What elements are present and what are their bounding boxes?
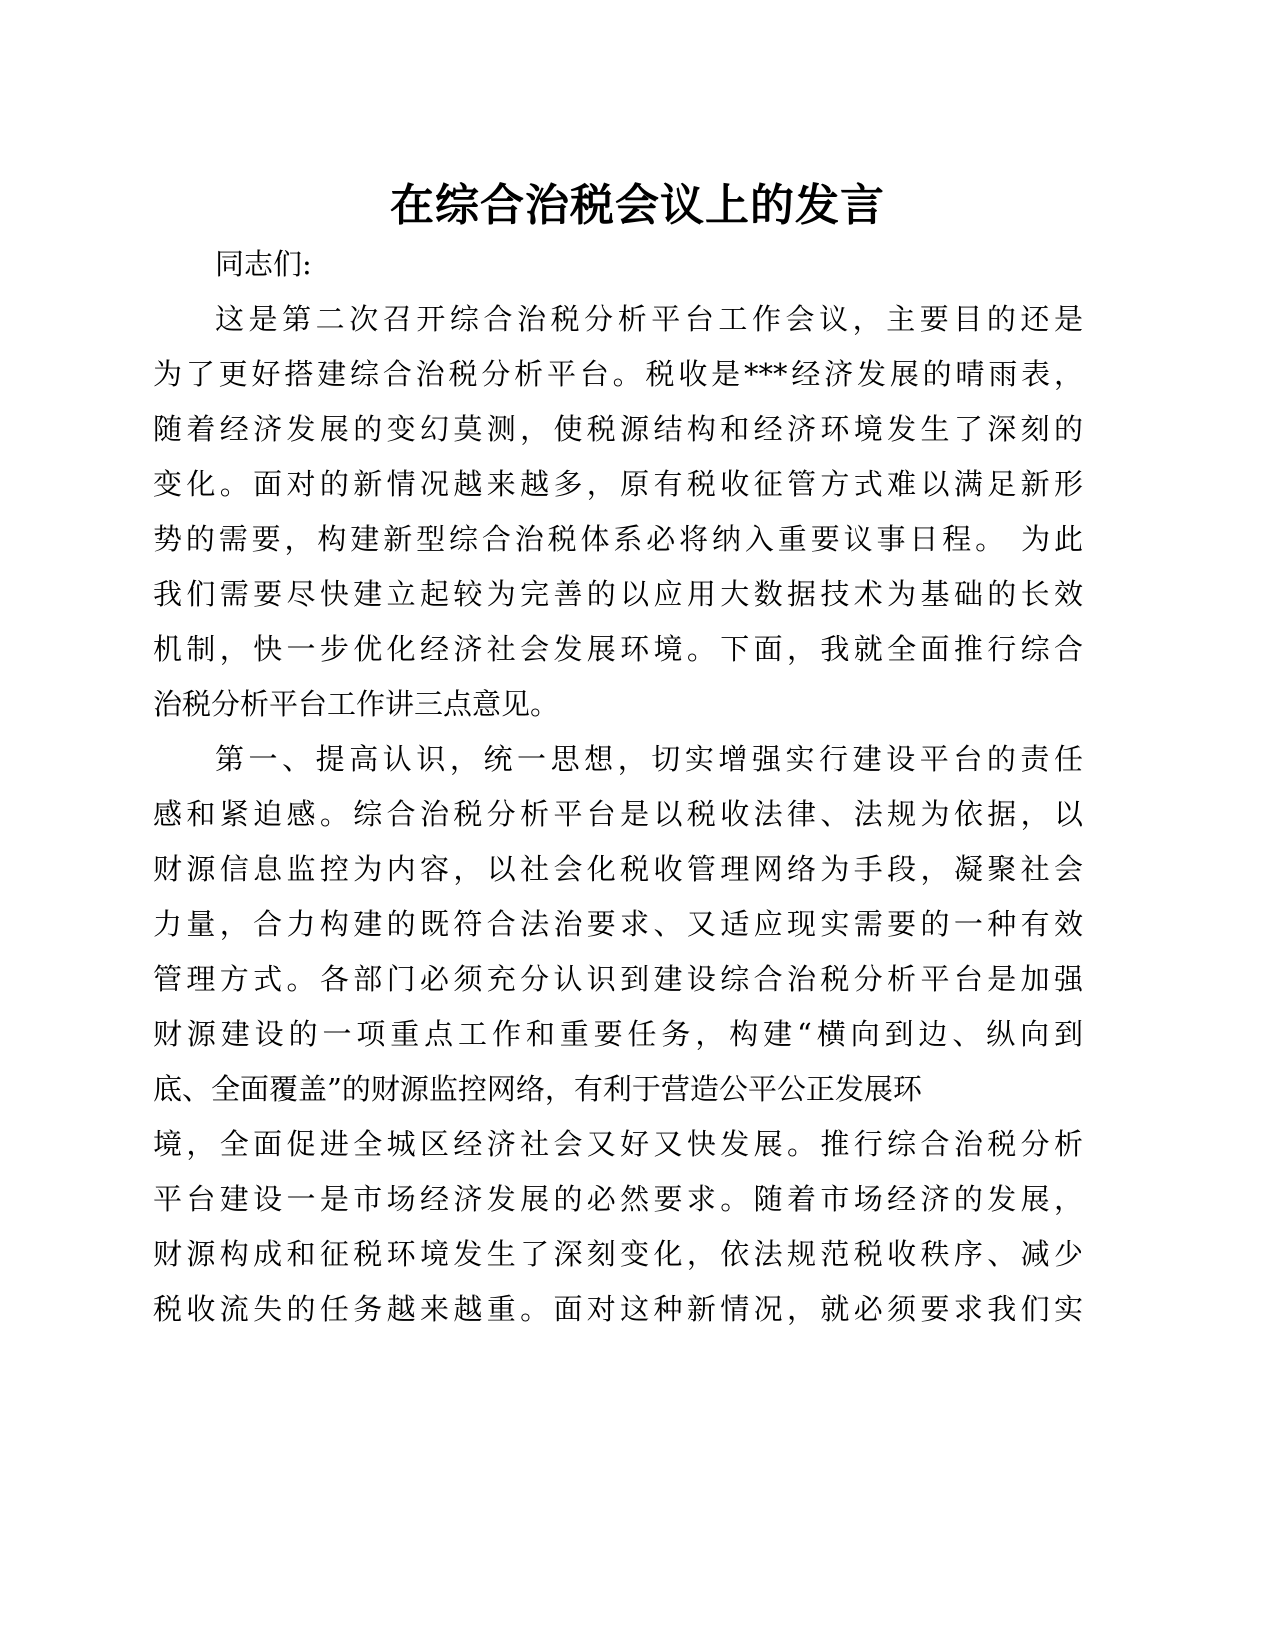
paragraph-line: 变化。面对的新情况越来越多，原有税收征管方式难以满足新形	[153, 467, 1083, 501]
paragraph-line: 势的需要，构建新型综合治税体系必将纳入重要议事日程。 为此	[153, 522, 1083, 556]
paragraph-line: 第一、提高认识，统一思想，切实增强实行建设平台的责任	[215, 742, 1083, 776]
paragraph-line: 机制，快一步优化经济社会发展环境。下面，我就全面推行综合	[153, 632, 1083, 666]
paragraph-line: 这是第二次召开综合治税分析平台工作会议，主要目的还是	[215, 302, 1083, 336]
salutation-line: 同志们:	[215, 247, 312, 281]
paragraph-line: 我们需要尽快建立起较为完善的以应用大数据技术为基础的长效	[153, 577, 1083, 611]
paragraph-line: 财源构成和征税环境发生了深刻变化，依法规范税收秩序、减少	[153, 1237, 1083, 1271]
paragraph-line: 力量，合力构建的既符合法治要求、又适应现实需要的一种有效	[153, 907, 1083, 941]
paragraph-line: 治税分析平台工作讲三点意见。	[153, 687, 560, 721]
paragraph-line: 为了更好搭建综合治税分析平台。税收是***经济发展的晴雨表，	[153, 357, 1083, 391]
paragraph-line: 税收流失的任务越来越重。面对这种新情况，就必须要求我们实	[153, 1292, 1083, 1326]
document-body	[153, 237, 1083, 1337]
paragraph-line: 平台建设一是市场经济发展的必然要求。随着市场经济的发展，	[153, 1182, 1083, 1216]
paragraph-line: 财源信息监控为内容，以社会化税收管理网络为手段，凝聚社会	[153, 852, 1083, 886]
paragraph-line: 随着经济发展的变幻莫测，使税源结构和经济环境发生了深刻的	[153, 412, 1083, 446]
paragraph-line: 财源建设的一项重点工作和重要任务，构建“横向到边、纵向到	[153, 1017, 1083, 1051]
paragraph-line: 管理方式。各部门必须充分认识到建设综合治税分析平台是加强	[153, 962, 1083, 996]
paragraph-line: 感和紧迫感。综合治税分析平台是以税收法律、法规为依据，以	[153, 797, 1083, 831]
paragraph-line: 境，全面促进全城区经济社会又好又快发展。推行综合治税分析	[153, 1127, 1083, 1161]
paragraph-line: 底、全面覆盖”的财源监控网络，有利于营造公平公正发展环	[153, 1072, 922, 1106]
document-title: 在综合治税会议上的发言	[390, 180, 885, 231]
